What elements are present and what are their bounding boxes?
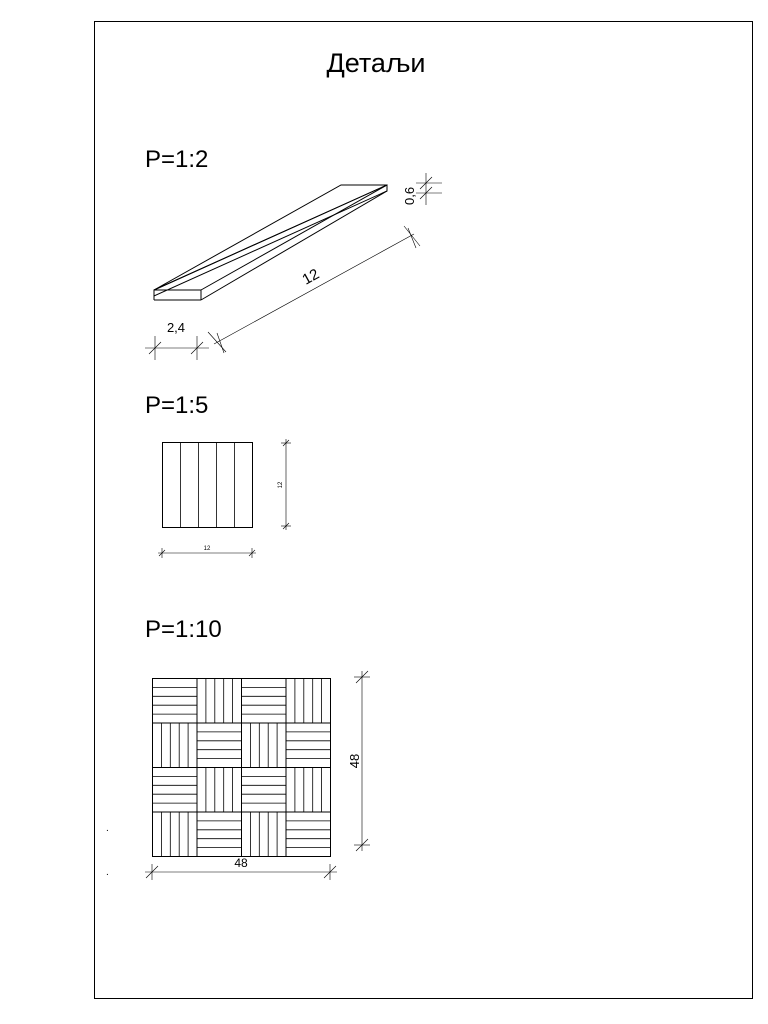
parquet-tile xyxy=(153,723,198,768)
dim-square-height xyxy=(278,439,291,530)
parquet-tile xyxy=(242,679,287,724)
plank-bottom-long-edge xyxy=(201,191,387,300)
parquet-pattern-grid xyxy=(153,679,331,857)
dim-thickness xyxy=(402,173,442,205)
square-outline xyxy=(163,443,253,528)
plank-isometric xyxy=(154,185,387,300)
parquet-tile xyxy=(286,679,331,724)
parquet-tile xyxy=(197,768,242,813)
dim-square-width xyxy=(158,546,256,558)
dim-square-height-label: 12 xyxy=(278,481,284,489)
parquet-tile xyxy=(286,723,331,768)
parquet-square-single xyxy=(163,443,253,528)
dim-thickness-label: 0,6 xyxy=(402,186,417,205)
plank-front-face xyxy=(154,185,387,296)
detail-1-scale-label: P=1:2 xyxy=(145,146,209,173)
detail-3-group xyxy=(145,616,370,880)
parquet-tile xyxy=(153,768,198,813)
parquet-tile xyxy=(242,812,287,857)
parquet-tile xyxy=(286,812,331,857)
detail-1-group xyxy=(145,146,442,360)
margin-mark: . xyxy=(106,823,109,834)
margin-mark: . xyxy=(106,867,109,878)
parquet-tile xyxy=(153,679,198,724)
sheet-title: Детаљи xyxy=(326,48,426,78)
plank-mid-long-edge xyxy=(201,185,387,290)
detail-3-scale-label: P=1:10 xyxy=(145,616,222,643)
dim-grid-width-label: 48 xyxy=(234,856,248,870)
dim-width-label: 2,4 xyxy=(166,320,186,335)
parquet-tile xyxy=(197,812,242,857)
parquet-tile xyxy=(286,768,331,813)
parquet-tile xyxy=(197,679,242,724)
parquet-tile xyxy=(242,723,287,768)
dim-grid-height xyxy=(347,671,370,851)
parquet-tile xyxy=(242,768,287,813)
detail-2-group xyxy=(145,392,291,558)
dim-grid-width xyxy=(145,856,337,880)
dim-grid-height-label: 48 xyxy=(347,753,362,769)
dim-length-label: 12 xyxy=(299,265,323,289)
dim-width xyxy=(145,320,209,360)
parquet-tile xyxy=(197,723,242,768)
plank-top-face xyxy=(154,185,387,290)
parquet-tile xyxy=(153,812,198,857)
dim-length xyxy=(208,226,420,353)
dim-square-width-label: 12 xyxy=(203,546,211,552)
detail-2-scale-label: P=1:5 xyxy=(145,392,209,419)
